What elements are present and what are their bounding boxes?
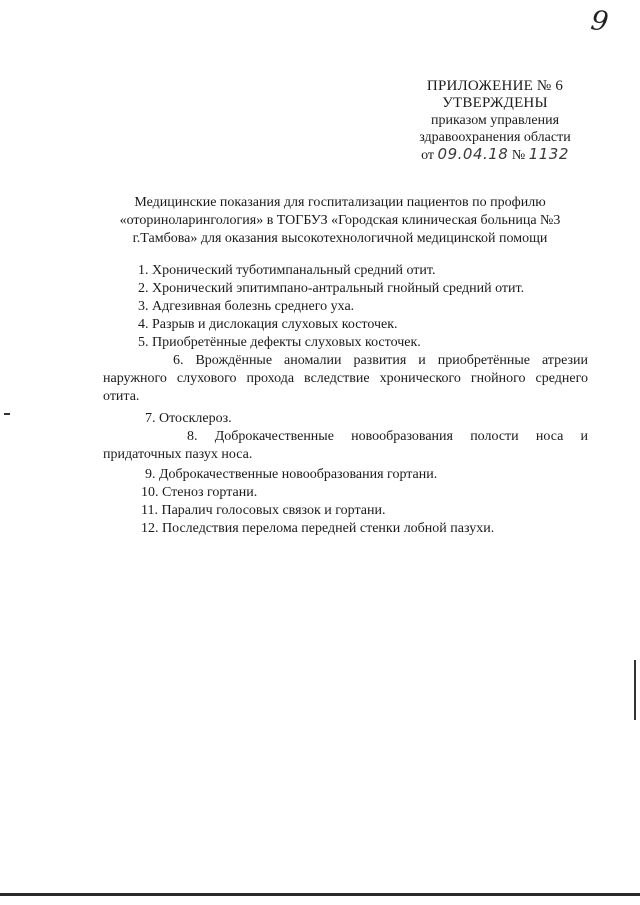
- list-item: 7. Отосклероз.: [145, 411, 232, 426]
- title-line-2: «оториноларингология» в ТОГБУЗ «Городская клиническая больница №3: [119, 213, 561, 228]
- list-item: 6. Врождённые аномалии развития и приобретённые атрезии наружного слухового прохода вследствие хронического гнойного среднего отита.: [103, 353, 588, 404]
- approval-block: [400, 78, 590, 164]
- handwritten-date: 09.04.18: [437, 145, 509, 163]
- approved-label: УТВЕРЖДЕНЫ: [442, 95, 548, 111]
- date-number-line: [400, 146, 590, 164]
- authority-line: здравоохранения области: [419, 130, 571, 145]
- title-line-1: Медицинские показания для госпитализации пациентов по профилю: [134, 195, 546, 210]
- list-item: 9. Доброкачественные новообразования гортани.: [145, 467, 438, 482]
- title-line-3: г.Тамбова» для оказания высокотехнологичной медицинской помощи: [132, 231, 548, 246]
- list-item: 11. Паралич голосовых связок и гортани.: [141, 503, 386, 518]
- list-item: 5. Приобретённые дефекты слуховых косточек.: [138, 335, 421, 350]
- list-item: 8. Доброкачественные новообразования полости носа и придаточных пазух носа.: [103, 429, 589, 462]
- list-item: 4. Разрыв и дислокация слуховых косточек.: [138, 317, 398, 332]
- list-item: 1. Хронический туботимпанальный средний отит.: [138, 263, 436, 278]
- list-item: 12. Последствия перелома передней стенки лобной пазухи.: [141, 521, 495, 536]
- appendix-label: ПРИЛОЖЕНИЕ № 6: [426, 78, 564, 94]
- list-item: 3. Адгезивная болезнь среднего уха.: [138, 299, 355, 314]
- list-item: 2. Хронический эпитимпано-антральный гнойный средний отит.: [138, 281, 525, 296]
- number-prefix: №: [511, 148, 526, 163]
- scan-edge-mark: [634, 660, 636, 720]
- list-item: 10. Стеноз гортани.: [141, 485, 258, 500]
- document-title: [95, 194, 585, 248]
- date-prefix: от: [421, 148, 435, 163]
- order-line: приказом управления: [430, 113, 560, 128]
- handwritten-number: 1132: [528, 145, 569, 163]
- page-number: 9: [588, 4, 611, 39]
- scan-edge-mark: [4, 413, 10, 415]
- indications-list: [103, 262, 588, 538]
- scan-bottom-line: [0, 893, 640, 896]
